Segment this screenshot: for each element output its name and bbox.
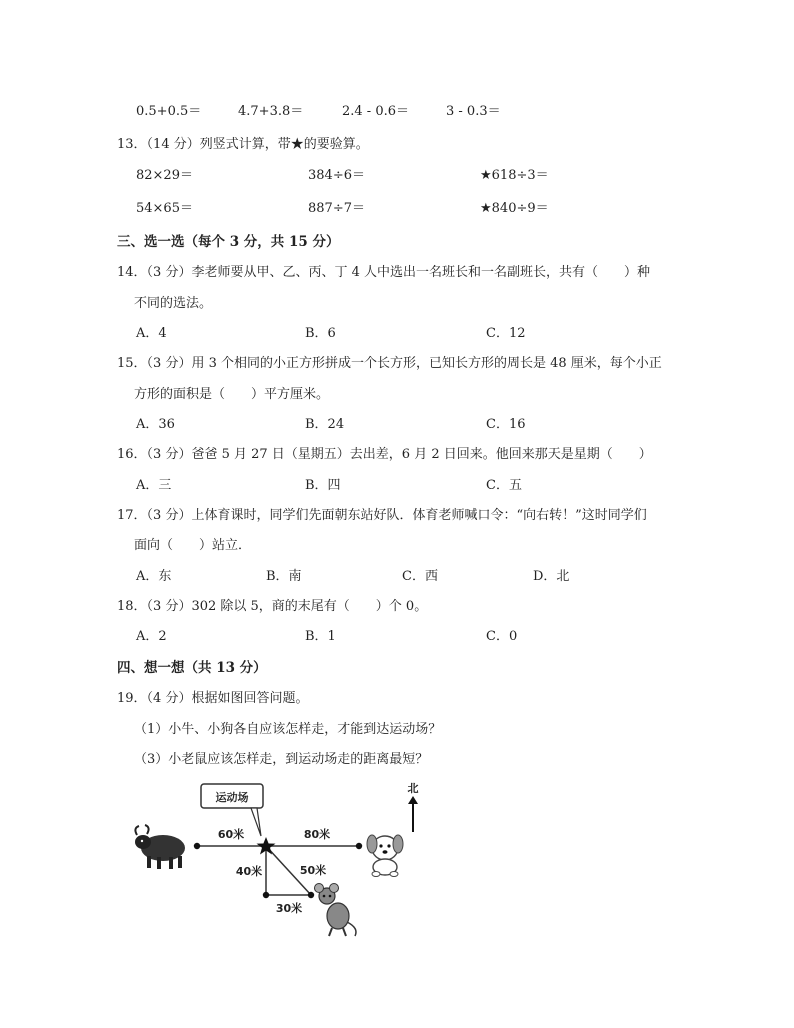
q18-option-c: C．0 <box>486 629 518 644</box>
place-label: 运动场 <box>215 791 249 804</box>
question-15-line2: 方形的面积是（ ）平方厘米。 <box>134 387 330 402</box>
route-map-svg <box>133 778 433 938</box>
question-17-line2: 面向（ ）站立． <box>134 538 252 553</box>
q18-option-b: B．1 <box>305 629 336 644</box>
question-15-line1: 15．（3 分）用 3 个相同的小正方形拼成一个长方形，已知长方形的周长是 48 厘米，每个小正 <box>117 356 662 371</box>
distance-bottom: 30米 <box>275 902 303 915</box>
distance-left: 60米 <box>217 828 245 841</box>
mouse-icon <box>315 884 357 937</box>
q15-option-a: A．36 <box>136 417 175 432</box>
dog-point <box>356 843 362 849</box>
mental-calc-3: 2.4 - 0.6＝ <box>342 104 410 119</box>
distance-diagonal: 50米 <box>299 864 327 877</box>
q13-item-1: 82×29＝ <box>136 168 193 183</box>
q16-option-a: A．三 <box>136 478 172 493</box>
route-map-figure <box>133 778 433 938</box>
q17-option-b: B．南 <box>266 569 302 584</box>
section-4-heading: 四、想一想（共 13 分） <box>117 660 267 676</box>
distance-right: 80米 <box>303 828 331 841</box>
q14-option-b: B．6 <box>305 326 336 341</box>
question-18-line1: 18．（3 分）302 除以 5，商的末尾有（ ）个 0。 <box>117 599 428 614</box>
ox-point <box>194 843 200 849</box>
q17-option-c: C．西 <box>402 569 438 584</box>
question-19-title: 19．（4 分）根据如图回答问题。 <box>117 691 309 706</box>
section-3-heading: 三、选一选（每个 3 分，共 15 分） <box>117 234 340 250</box>
corner-point <box>263 892 269 898</box>
q18-option-a: A．2 <box>136 629 167 644</box>
mouse-point <box>308 892 314 898</box>
q17-option-a: A．东 <box>136 569 172 584</box>
question-13-title: 13．（14 分）列竖式计算，带★的要验算。 <box>117 137 369 152</box>
north-arrow-icon <box>408 796 418 804</box>
q13-item-5: 887÷7＝ <box>308 201 365 216</box>
ox-icon <box>135 825 185 869</box>
q14-option-a: A．4 <box>136 326 167 341</box>
q15-option-b: B．24 <box>305 417 345 432</box>
q16-option-c: C．五 <box>486 478 522 493</box>
dog-icon <box>367 835 403 877</box>
q16-option-b: B．四 <box>305 478 341 493</box>
mental-calc-1: 0.5+0.5＝ <box>136 104 202 119</box>
q14-option-c: C．12 <box>486 326 526 341</box>
q13-item-3: ★618÷3＝ <box>480 168 549 183</box>
q13-item-4: 54×65＝ <box>136 201 193 216</box>
q13-item-2: 384÷6＝ <box>308 168 365 183</box>
q17-option-d: D．北 <box>533 569 570 584</box>
question-17-line1: 17．（3 分）上体育课时，同学们先面朝东站好队．体育老师喊口令：“向右转！”这时同学们 <box>117 508 647 523</box>
q13-item-6: ★840÷9＝ <box>480 201 549 216</box>
question-14-line2: 不同的选法。 <box>134 296 213 311</box>
north-label: 北 <box>407 782 419 795</box>
distance-down: 40米 <box>235 865 263 878</box>
mental-calc-2: 4.7+3.8＝ <box>238 104 304 119</box>
q15-option-c: C．16 <box>486 417 526 432</box>
question-14-line1: 14．（3 分）李老师要从甲、乙、丙、丁 4 人中选出一名班长和一名副班长，共有（ ）种 <box>117 265 650 280</box>
question-19-sub1: （1）小牛、小狗各自应该怎样走，才能到达运动场？ <box>134 722 442 737</box>
question-16-line1: 16．（3 分）爸爸 5 月 27 日（星期五）去出差，6 月 2 日回来。他回来那天是星期（ ） <box>117 447 652 462</box>
callout-pointer <box>251 808 261 836</box>
mental-calc-4: 3 - 0.3＝ <box>446 104 501 119</box>
question-19-sub2: （3）小老鼠应该怎样走，到运动场走的距离最短？ <box>134 752 429 767</box>
